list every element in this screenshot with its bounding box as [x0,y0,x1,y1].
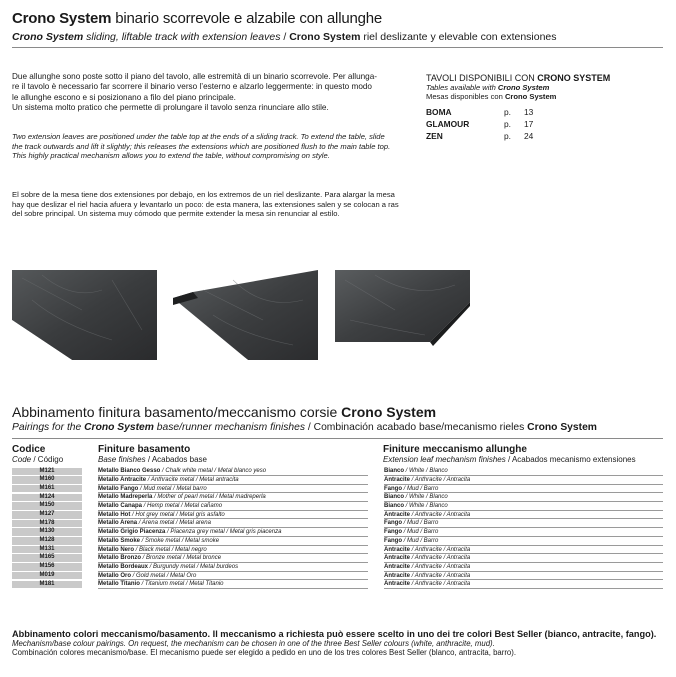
intro-it-line: Un sistema molto pratico che permette di prolungare il tavolo senza rinunciare allo stile. [12,102,329,112]
row-mechanism-finish: Antracite / Anthracite / Antracita [384,563,471,570]
mechanism-photo-closed [12,270,157,360]
pairings-title [12,404,436,420]
table-row [12,563,663,572]
table-row [12,554,663,563]
row-base-finish: Metallo Bianco Gesso / Chalk white metal / Metal blanco yeso [98,468,267,475]
row-mechanism-finish: Fango / Mud / Barro [384,485,439,492]
available-title-es: Mesas disponibles con Crono System [426,92,557,101]
row-base-finish: Metallo Bordeaux / Burgundy metal / Metal burdeos [98,563,239,570]
row-mechanism-finish: Bianco / White / Blanco [384,503,448,510]
row-code: M124 [12,494,82,502]
mechanism-photo-sliding [173,270,318,360]
row-mechanism-finish: Fango / Mud / Barro [384,537,439,544]
available-title-it: TAVOLI DISPONIBILI CON CRONO SYSTEM [426,73,611,83]
row-base-finish: Metallo Bronzo / Bronze metal / Metal bronce [98,555,222,562]
row-base-finish: Metallo Smoke / Smoke metal / Metal smoke [98,537,220,544]
row-mechanism-finish: Antracite / Anthracite / Antracita [384,581,471,588]
available-item: ZEN p. 24 [426,130,534,141]
row-base-finish: Metallo Titanio / Titanium metal / Metal Titanio [98,581,224,588]
row-mechanism-finish: Antracite / Anthracite / Antracita [384,477,471,484]
row-code: M131 [12,546,82,554]
available-title-en: Tables available with Crono System [426,83,550,92]
row-mechanism-finish: Fango / Mud / Barro [384,529,439,536]
subtitle-en-rest: sliding, liftable track with extension leaves [83,31,281,43]
table-row [12,510,663,519]
note-english: Mechanism/base colour pairings. On request, the mechanism can be chosen in one of the three Best Seller colours (white, anthracite, mud). [12,639,495,648]
intro-it-line: le allunghe escono e si posizionano a filo del piano principale. [12,92,236,102]
row-base-finish: Metallo Antracite / Anthracite metal / Metal antracita [98,477,239,484]
available-tables [426,73,611,141]
row-code: M181 [12,581,82,589]
intro-it-line: re il tavolo è necessario far scorrere il binario verso l’esterno e alzarlo leggermente: in questo modo [12,82,372,92]
pairings-title-rest: Abbinamento finitura basamento/meccanismo corsie [12,404,342,420]
subtitle-es-bold: Crono System [289,31,361,43]
base-column-header: Finiture basamento Base finishes / Acabados base [98,444,207,464]
table-row [12,571,663,580]
page-title [12,10,382,27]
subtitle-en-bold: Crono System [12,31,84,43]
code-column-header: Codice Code / Código [12,444,64,464]
subtitle-es-rest: riel deslizante y elevable con extensiones [360,31,557,43]
row-base-finish: Metallo Madreperla / Mother of pearl metal / Metal madreperla [98,494,266,501]
intro-it-line: Due allunghe sono poste sotto il piano del tavolo, alle estremità di un binario scorrevole. Per allunga- [12,72,378,81]
pairings-notes [12,629,667,657]
note-spanish: Combinación colores mecanismo/base. El mecanismo puede ser elegido a pedido en uno de los tres colores Best Seller (blanco, antracita, barro). [12,648,517,657]
note-italian: Abbinamento colori meccanismo/basamento. Il meccanismo a richiesta può essere scelto in uno dei tre colori Best Seller (bianco, antracite, fango). [12,629,657,639]
intro-en-line: Two extension leaves are positioned under the table top at the ends of a sliding track. To extend the table, slide [12,132,385,141]
intro-en-line: This highly practical mechanism allows you to extend the table, without compromising on style. [12,151,330,161]
intro-es-line: hay que deslizar el riel hacia afuera y levantarlo un poco: de esta manera, las extensiones salen y se colocan a ras [12,199,399,209]
table-row [12,537,663,546]
pairings-rule [12,438,663,439]
row-code: M178 [12,520,82,528]
header-rule [12,47,663,48]
intro-es-line: del sobre principal. Un sistema muy cómodo que permite extender la mesa sin renunciar al estilo. [12,209,340,219]
row-mechanism-finish: Bianco / White / Blanco [384,494,448,501]
row-mechanism-finish: Antracite / Anthracite / Antracita [384,546,471,553]
intro-english [12,132,416,161]
available-item: GLAMOUR p. 17 [426,118,534,129]
row-code: M128 [12,537,82,545]
row-code: M121 [12,468,82,476]
available-item: BOMA p. 13 [426,106,534,117]
table-row [12,545,663,554]
row-base-finish: Metallo Fango / Mud metal / Metal barro [98,485,207,492]
intro-es-line: El sobre de la mesa tiene dos extensiones por debajo, en los extremos de un riel deslizante. Para alargar la mesa [12,190,395,199]
row-rule [98,588,368,589]
mechanism-column-header: Finiture meccanismo allunghe Extension leaf mechanism finishes / Acabados mecanismo extensiones [383,444,636,464]
table-row [12,528,663,537]
title-rest: binario scorrevole e alzabile con allunghe [111,10,383,27]
table-row [12,484,663,493]
table-row [12,467,663,476]
row-code: M130 [12,528,82,536]
row-code: M019 [12,572,82,580]
row-base-finish: Metallo Arena / Arena metal / Metal arena [98,520,211,527]
row-code: M156 [12,563,82,571]
row-base-finish: Metallo Hot / Hot grey metal / Metal gris asfalto [98,511,225,518]
table-row [12,502,663,511]
row-code: M165 [12,554,82,562]
row-base-finish: Metallo Oro / Gold metal / Metal Oro [98,572,197,579]
table-row [12,580,663,589]
table-row [12,493,663,502]
page-subtitle [12,31,557,43]
row-mechanism-finish: Bianco / White / Blanco [384,468,448,475]
row-code: M150 [12,502,82,510]
row-base-finish: Metallo Nero / Black metal / Metal negro [98,546,207,553]
intro-en-line: the track outwards and lift it slightly; this releases the extensions which are positioned flush to the main table top. [12,141,391,151]
row-code: M161 [12,485,82,493]
row-mechanism-finish: Antracite / Anthracite / Antracita [384,511,471,518]
row-code: M127 [12,511,82,519]
row-base-finish: Metallo Grigio Piacenza / Piacenza grey metal / Metal gris piacenza [98,529,282,536]
subtitle-sep: / [280,31,290,43]
pairings-subtitle: Pairings for the Crono System base/runner mechanism finishes / Combinación acabado base/mecanismo rieles Crono System [12,422,597,433]
mechanism-photo-extended [335,270,480,360]
row-mechanism-finish: Fango / Mud / Barro [384,520,439,527]
row-code: M160 [12,476,82,484]
row-base-finish: Metallo Canapa / Hemp metal / Metal cañamo [98,503,223,510]
row-mechanism-finish: Antracite / Anthracite / Antracita [384,555,471,562]
pairings-title-bold: Crono System [341,404,437,420]
row-mechanism-finish: Antracite / Anthracite / Antracita [384,572,471,579]
intro-italian [12,72,416,113]
row-rule [384,588,663,589]
pairings-table [12,467,663,589]
table-row [12,519,663,528]
table-row [12,476,663,485]
intro-spanish [12,190,416,219]
title-bold: Crono System [12,10,112,27]
